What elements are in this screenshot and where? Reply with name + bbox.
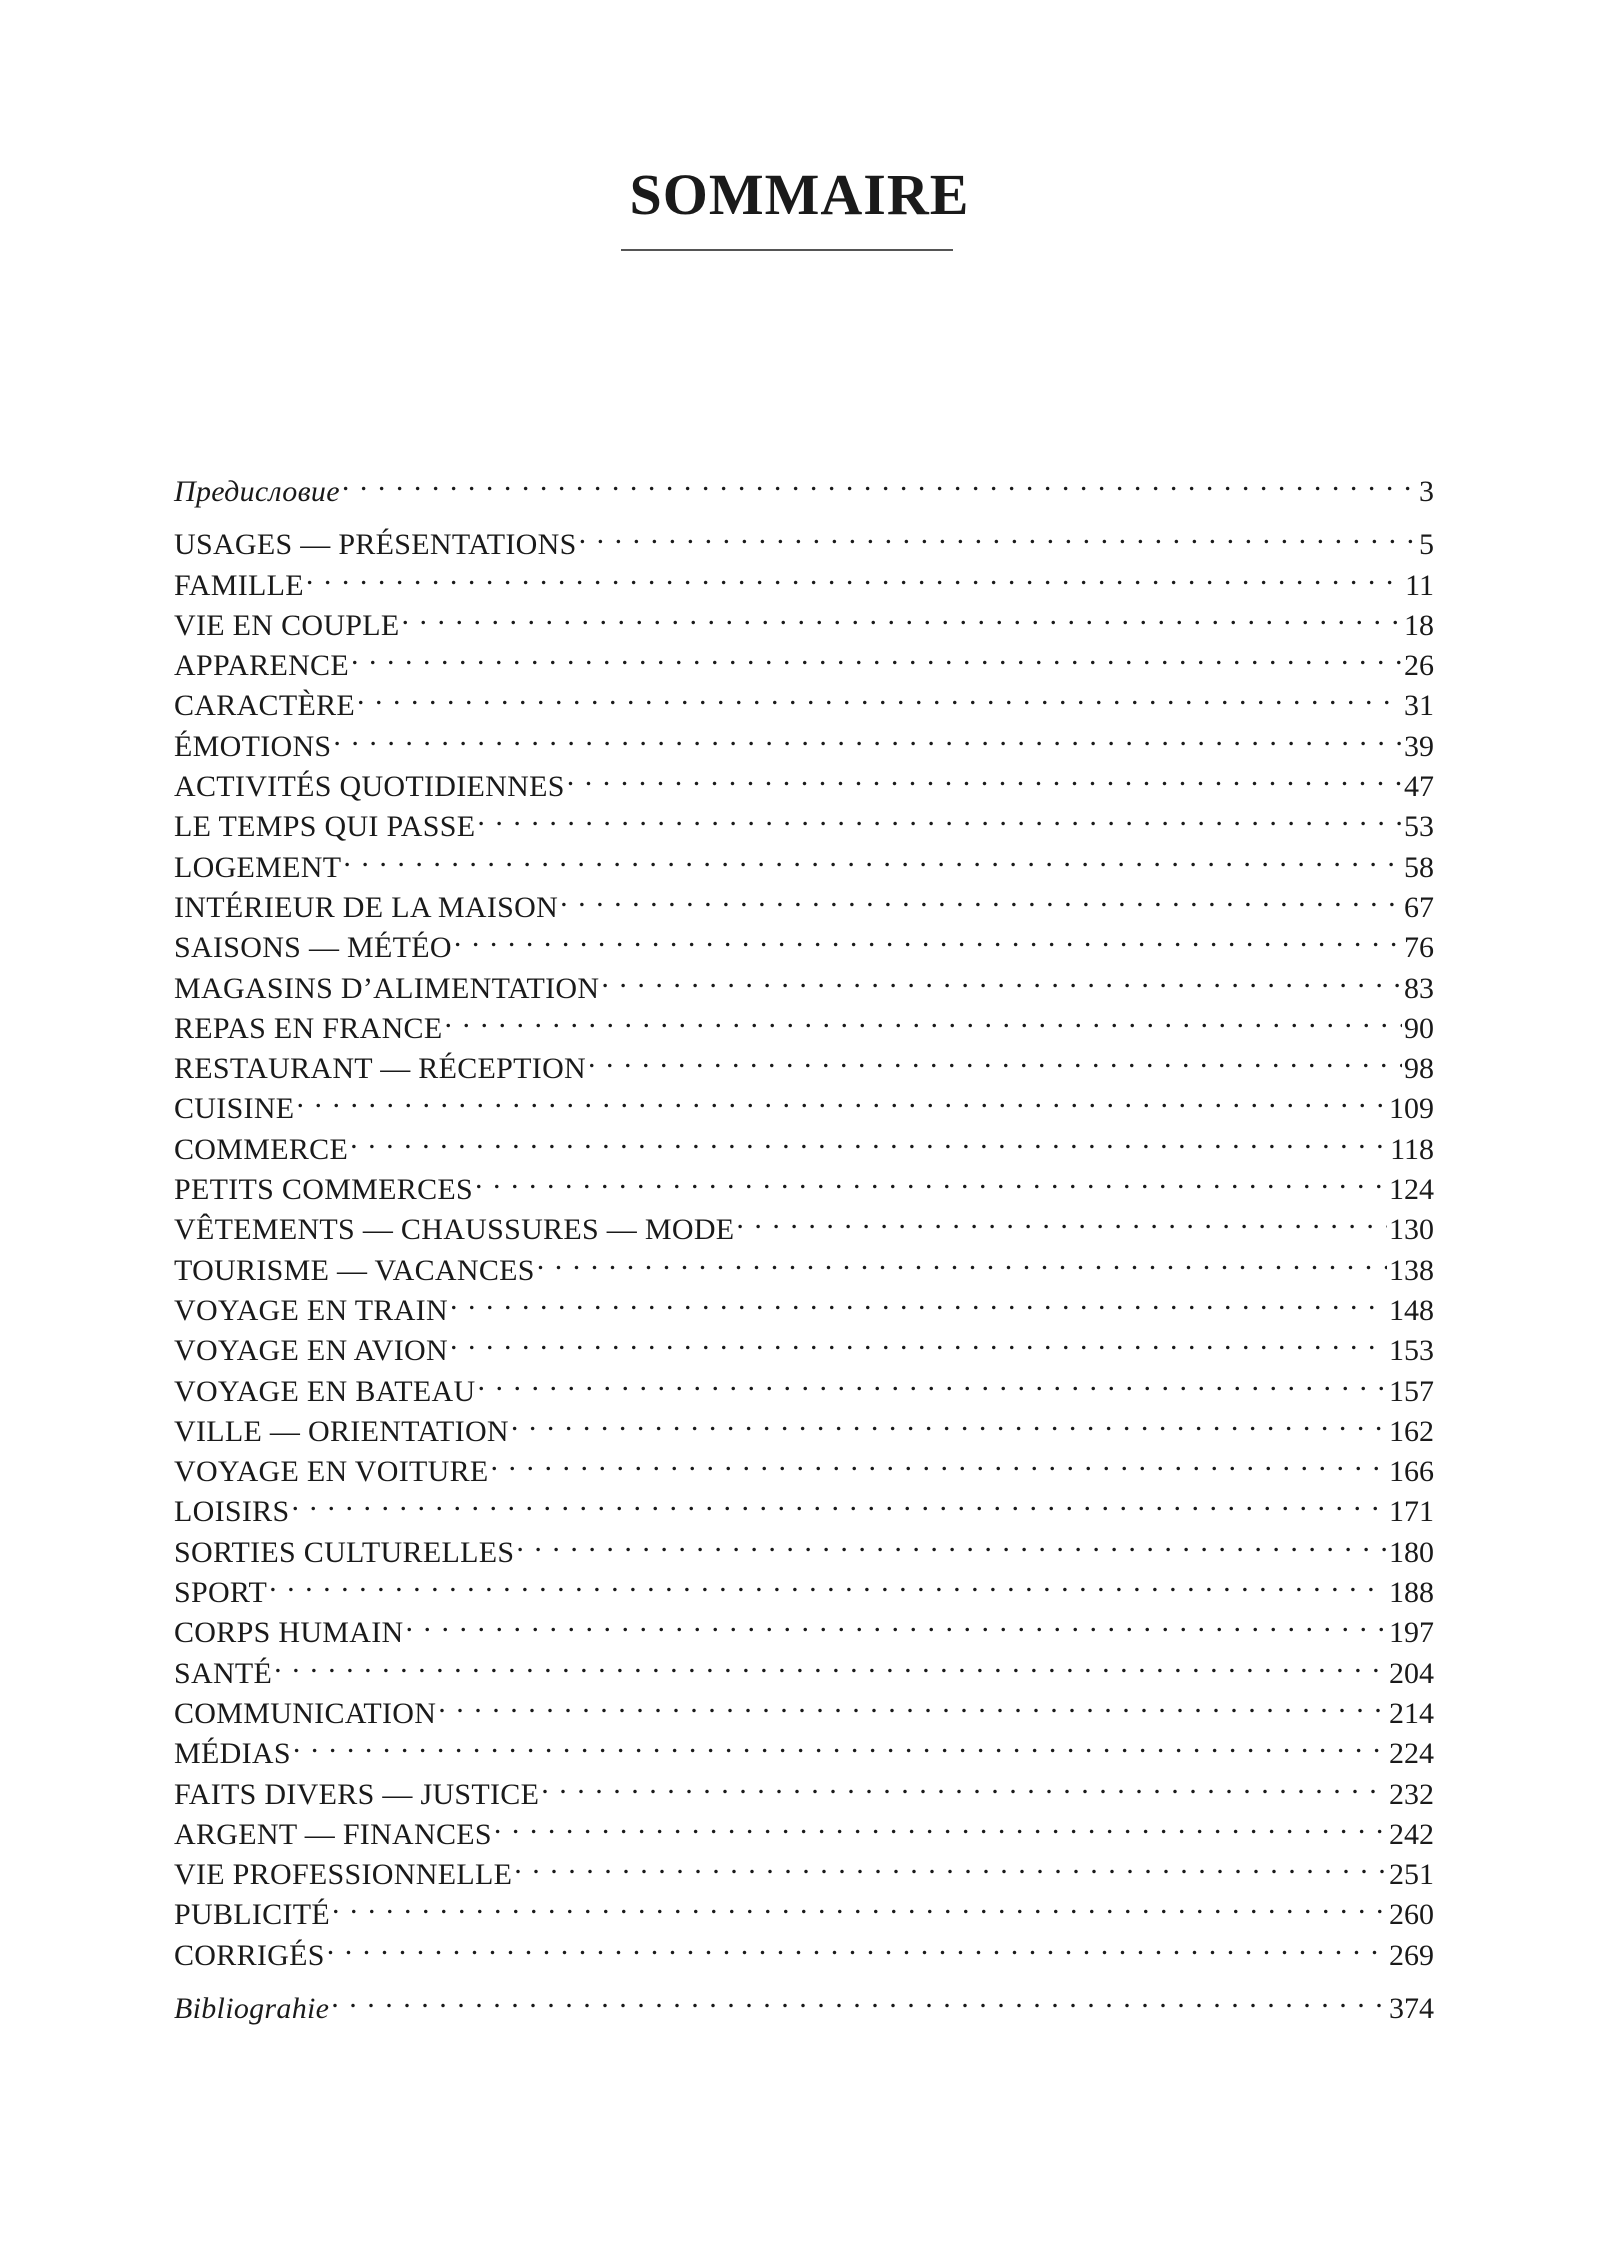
- dot-leader: [351, 635, 1402, 675]
- toc-entry[interactable]: [174, 1481, 1434, 1529]
- toc-entry-page-number: 83: [1404, 971, 1434, 1005]
- dot-leader: [332, 1884, 1387, 1924]
- dot-leader: [405, 1602, 1387, 1642]
- toc-entry-label: TOURISME — VACANCES: [174, 1253, 535, 1287]
- toc-entry-page-number: 130: [1389, 1213, 1434, 1247]
- dot-leader: [331, 1978, 1387, 2018]
- toc-entry-label: SORTIES CULTURELLES: [174, 1535, 515, 1569]
- toc-entry-label: PUBLICITÉ: [174, 1898, 331, 1932]
- dot-leader: [444, 998, 1402, 1038]
- toc-entry-label: PETITS COMMERCES: [174, 1173, 474, 1207]
- toc-entry[interactable]: [174, 1522, 1434, 1569]
- toc-entry[interactable]: [174, 1764, 1434, 1811]
- dot-leader: [588, 1038, 1402, 1078]
- toc-entry[interactable]: [174, 1078, 1434, 1126]
- dot-leader: [343, 837, 1402, 877]
- toc-entry[interactable]: [174, 1119, 1434, 1166]
- toc-entry-page-number: 109: [1389, 1092, 1434, 1126]
- toc-entry-page-number: 162: [1389, 1414, 1434, 1448]
- toc-entry-page-number: 153: [1389, 1334, 1434, 1368]
- toc-entry[interactable]: [174, 635, 1434, 683]
- toc-entry-page-number: 214: [1389, 1696, 1434, 1730]
- dot-leader: [274, 1643, 1387, 1683]
- toc-entry-page-number: 31: [1404, 689, 1434, 723]
- toc-entry-page-number: 18: [1404, 608, 1434, 642]
- dot-leader: [327, 1925, 1387, 1965]
- dot-leader: [454, 917, 1402, 957]
- toc-entry[interactable]: [174, 461, 1434, 508]
- toc-entry[interactable]: [174, 877, 1434, 924]
- toc-entry-label: SANTÉ: [174, 1656, 273, 1690]
- toc-entry[interactable]: [174, 514, 1434, 562]
- toc-entry-label: Предисловие: [174, 475, 340, 508]
- toc-entry-label: ARGENT — FINANCES: [174, 1817, 492, 1851]
- toc-entry[interactable]: [174, 1925, 1434, 1972]
- toc-entry-page-number: 166: [1389, 1455, 1434, 1489]
- toc-entry-page-number: 188: [1389, 1576, 1434, 1610]
- dot-leader: [293, 1723, 1387, 1763]
- dot-leader: [438, 1683, 1387, 1723]
- toc-entry-page-number: 269: [1389, 1938, 1434, 1972]
- dot-leader: [333, 716, 1402, 756]
- dot-leader: [511, 1401, 1387, 1441]
- toc-entry-label: INTÉRIEUR DE LA MAISON: [174, 890, 559, 924]
- title-rule: [621, 249, 953, 251]
- toc-entry-label: VIE EN COUPLE: [174, 608, 400, 642]
- toc-entry[interactable]: [174, 1723, 1434, 1771]
- toc-entry-page-number: 232: [1389, 1777, 1434, 1811]
- toc-entry-page-number: 138: [1389, 1253, 1434, 1287]
- dot-leader: [306, 555, 1403, 595]
- dot-leader: [477, 796, 1402, 836]
- page-title: SOMMAIRE: [629, 162, 970, 227]
- dot-leader: [296, 1078, 1387, 1118]
- toc-entry-page-number: 53: [1404, 810, 1434, 844]
- toc-entry-label: CORPS HUMAIN: [174, 1616, 404, 1650]
- toc-entry-page-number: 197: [1389, 1616, 1434, 1650]
- dot-leader: [342, 461, 1417, 501]
- toc-entry-page-number: 171: [1389, 1495, 1434, 1529]
- toc-entry[interactable]: [174, 756, 1434, 804]
- toc-entry-label: CUISINE: [174, 1092, 295, 1126]
- dot-leader: [357, 675, 1402, 715]
- toc-entry-page-number: 90: [1404, 1011, 1434, 1045]
- dot-leader: [450, 1280, 1387, 1320]
- toc-entry[interactable]: [174, 1643, 1434, 1690]
- dot-leader: [291, 1481, 1387, 1521]
- toc-entry-page-number: 260: [1389, 1898, 1434, 1932]
- toc-entry[interactable]: [174, 837, 1434, 884]
- toc-entry-page-number: 148: [1389, 1293, 1434, 1327]
- dot-leader: [514, 1844, 1387, 1884]
- dot-leader: [601, 958, 1402, 998]
- toc-entry-page-number: 124: [1389, 1173, 1434, 1207]
- dot-leader: [537, 1240, 1387, 1280]
- toc-entry-label: FAITS DIVERS — JUSTICE: [174, 1777, 540, 1811]
- dot-leader: [491, 1441, 1387, 1481]
- toc-entry-page-number: 224: [1389, 1737, 1434, 1771]
- toc-entry-label: CORRIGÉS: [174, 1938, 325, 1972]
- toc-entry-page-number: 374: [1389, 1991, 1434, 2025]
- toc-entry-label: USAGES — PRÉSENTATIONS: [174, 528, 577, 562]
- toc-entry-page-number: 47: [1404, 770, 1434, 804]
- toc-entry-page-number: 180: [1389, 1535, 1434, 1569]
- dot-leader: [516, 1522, 1387, 1562]
- toc-entry-page-number: 98: [1404, 1052, 1434, 1086]
- dot-leader: [541, 1764, 1387, 1804]
- toc-entry[interactable]: [174, 716, 1434, 763]
- toc-entry-page-number: 5: [1419, 528, 1434, 562]
- toc-entry-page-number: 76: [1404, 931, 1434, 965]
- toc-entry-label: RESTAURANT — RÉCEPTION: [174, 1052, 586, 1086]
- toc-entry-label: SPORT: [174, 1576, 268, 1610]
- toc-entry-label: LE TEMPS QUI PASSE: [174, 810, 476, 844]
- dot-leader: [736, 1199, 1387, 1239]
- dot-leader: [350, 1119, 1388, 1159]
- toc-entry-label: VOYAGE EN TRAIN: [174, 1293, 448, 1327]
- toc-entry[interactable]: [174, 675, 1434, 723]
- toc-entry-label: APPARENCE: [174, 649, 349, 683]
- toc-entry[interactable]: [174, 1562, 1434, 1610]
- toc-entry[interactable]: [174, 555, 1434, 602]
- dot-leader: [402, 595, 1402, 635]
- toc-entry-label: VÊTEMENTS — CHAUSSURES — MODE: [174, 1213, 735, 1247]
- toc-entry-page-number: 204: [1389, 1656, 1434, 1690]
- toc-entry-label: LOGEMENT: [174, 850, 342, 884]
- toc-entry-page-number: 242: [1389, 1817, 1434, 1851]
- toc-entry-label: VILLE — ORIENTATION: [174, 1414, 509, 1448]
- toc-entry-label: MÉDIAS: [174, 1737, 291, 1771]
- toc-entry[interactable]: [174, 1683, 1434, 1730]
- toc-entry-label: VOYAGE EN BATEAU: [174, 1374, 476, 1408]
- toc-entry[interactable]: [174, 1884, 1434, 1932]
- table-of-contents: [174, 461, 1434, 2025]
- toc-entry-label: VIE PROFESSIONNELLE: [174, 1858, 513, 1892]
- toc-entry-page-number: 251: [1389, 1858, 1434, 1892]
- toc-entry[interactable]: [174, 1159, 1434, 1207]
- toc-entry-label: Bibliograhie: [174, 1991, 330, 2025]
- toc-entry-page-number: 3: [1419, 475, 1434, 508]
- toc-entry[interactable]: [174, 595, 1434, 642]
- toc-entry-page-number: 157: [1389, 1374, 1434, 1408]
- toc-entry-page-number: 118: [1390, 1132, 1434, 1166]
- dot-leader: [567, 756, 1402, 796]
- dot-leader: [450, 1320, 1387, 1360]
- toc-entry-page-number: 39: [1404, 729, 1434, 763]
- toc-entry-page-number: 67: [1404, 890, 1434, 924]
- toc-entry-page-number: 26: [1404, 649, 1434, 683]
- toc-entry[interactable]: [174, 1602, 1434, 1650]
- toc-entry-page-number: 11: [1405, 568, 1434, 602]
- toc-entry-label: VOYAGE EN AVION: [174, 1334, 448, 1368]
- toc-entry-label: FAMILLE: [174, 568, 304, 602]
- toc-entry-page-number: 58: [1404, 850, 1434, 884]
- toc-entry-label: SAISONS — MÉTÉO: [174, 931, 452, 965]
- dot-leader: [494, 1804, 1387, 1844]
- toc-entry-label: LOISIRS: [174, 1495, 290, 1529]
- dot-leader: [269, 1562, 1387, 1602]
- toc-entry-label: COMMERCE: [174, 1132, 349, 1166]
- toc-entry-label: REPAS EN FRANCE: [174, 1011, 443, 1045]
- dot-leader: [477, 1361, 1387, 1401]
- toc-entry-label: VOYAGE EN VOITURE: [174, 1455, 489, 1489]
- toc-entry-label: ACTIVITÉS QUOTIDIENNES: [174, 770, 565, 804]
- toc-entry-label: ÉMOTIONS: [174, 729, 332, 763]
- dot-leader: [475, 1159, 1387, 1199]
- toc-entry-label: MAGASINS D’ALIMENTATION: [174, 971, 600, 1005]
- toc-entry[interactable]: [174, 1978, 1434, 2025]
- dot-leader: [560, 877, 1402, 917]
- toc-entry-label: COMMUNICATION: [174, 1696, 437, 1730]
- toc-entry-label: CARACTÈRE: [174, 689, 356, 723]
- dot-leader: [579, 514, 1417, 554]
